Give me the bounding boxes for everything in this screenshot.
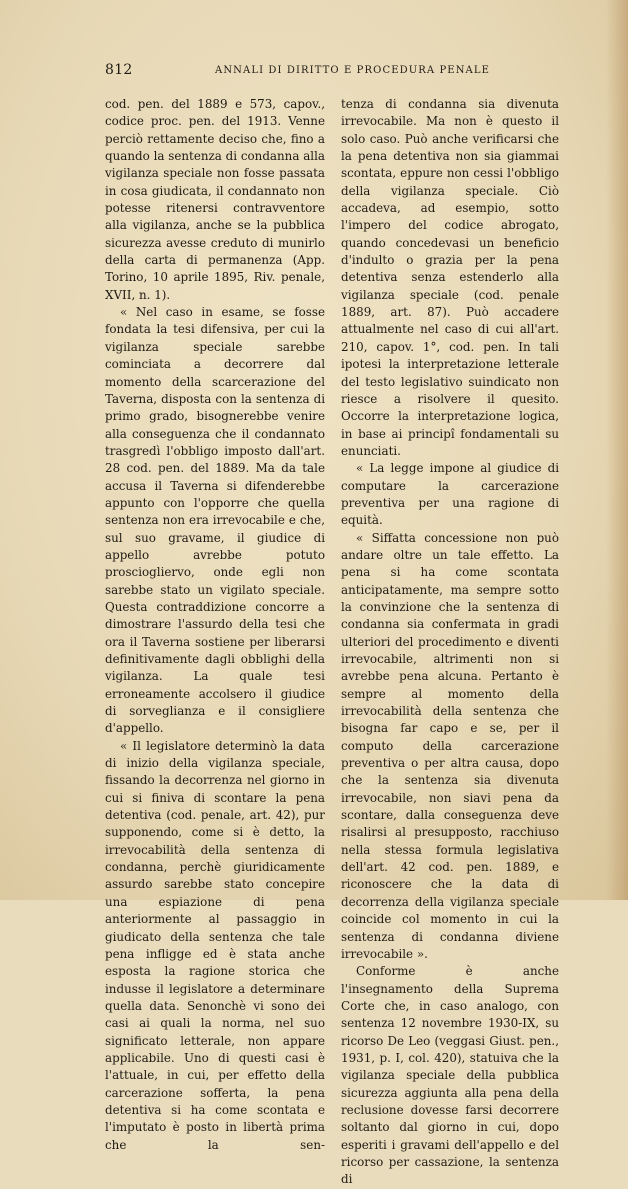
running-title: ANNALI DI DIRITTO E PROCEDURA PENALE bbox=[215, 65, 491, 76]
left-column bbox=[105, 96, 325, 1154]
paragraph: tenza di condanna sia divenuta irrevocabile. Ma non è questo il solo caso. Può anche verificarsi che la pena detentiva non sia giammai scontata, eppure non cessi l'obbligo della vigilanza speciale. Ciò accadeva, ad esempio, sotto l'impero del codice abrogato, quando concedevasi un beneficio d'indulto o grazia per la pena detentiva senza estenderlo alla vigilanza speciale (cod. penale 1889, art. 87). Può accadere attualmente nel caso di cui all'art. 210, capov. 1°, cod. pen. In tali ipotesi la interpretazione letterale del testo legislativo suindicato non riesce a risolvere il quesito. Occorre la interpretazione logica, in base ai principî fondamentali su enunciati. bbox=[341, 97, 559, 458]
paragraph: Conforme è anche l'insegnamento della Suprema Corte che, in caso analogo, con sentenza 12 novembre 1930-IX, su ricorso De Leo (veggasi Giust. pen., 1931, p. I, col. 420), statuiva che la vigilanza speciale della pubblica sicurezza aggiunta alla pena della reclusione dovesse farsi decorrere soltanto dal giorno in cui, dopo esperiti i gravami dell'appello e del ricorso per cassazione, la sentenza di bbox=[341, 964, 559, 1187]
paragraph: « Il legislatore determinò la data di inizio della vigilanza speciale, fissando la decorrenza nel giorno in cui si finiva di scontare la pena detentiva (cod. penale, art. 42), pur supponendo, come si è detto, la irrevocabilità della sentenza di condanna, perchè giuridicamente assurdo sarebbe stato concepire una espiazione di pena anteriormente al passaggio in giudicato della sentenza che tale pena infligge ed è stata anche esposta la ragione storica che indusse il legislatore a determinare quella data. Senonchè vi sono dei casi ai quali la norma, nel suo significato letterale, non appare applicabile. Uno di questi casi è l'attuale, in cui, per effetto della carcerazione sofferta, la pena detentiva si ha come scontata e l'imputato è posto in libertà prima che la sen- bbox=[105, 738, 325, 1152]
paragraph: « La legge impone al giudice di computare la carcerazione preventiva per una ragione di equità. bbox=[341, 461, 559, 528]
paragraph: cod. pen. del 1889 e 573, capov., codice proc. pen. del 1913. Venne perciò rettamente deciso che, fino a quando la sentenza di condanna alla vigilanza speciale non fosse passata in cosa giudicata, il condannato non potesse ritenersi contravventore alla vigilanza, anche se la pubblica sicurezza avesse creduto di munirlo della carta di permanenza (App. Torino, 10 aprile 1895, Riv. penale, XVII, n. 1). bbox=[105, 97, 325, 302]
page-header bbox=[105, 62, 560, 82]
paragraph: « Siffatta concessione non può andare oltre un tale effetto. La pena si ha come scontata anticipatamente, ma sempre sotto la convinzione che la sentenza di condanna sia confermata in gradi ulteriori del procedimento e diventi irrevocabile, altrimenti non si avrebbe pena alcuna. Pertanto è sempre al momento della irrevocabilità della sentenza che bisogna far capo e se, per il computo della carcerazione preventiva o per altra causa, dopo che la sentenza sia divenuta irrevocabile, non siavi pena da scontare, dalla conseguenza deve risalirsi al presupposto, racchiuso nella stessa formula legislativa dell'art. 42 cod. pen. 1889, e riconoscere che la data di decorrenza della vigilanza speciale coincide col momento in cui la sentenza di condanna diviene irrevocabile ». bbox=[341, 530, 559, 961]
paragraph: « Nel caso in esame, se fosse fondata la tesi difensiva, per cui la vigilanza speciale sarebbe cominciata a decorrere dal momento della scarcerazione del Taverna, disposta con la sentenza di primo grado, bisognerebbe venire alla conseguenza che il condannato trasgredì l'obbligo imposto dall'art. 28 cod. pen. del 1889. Ma da tale accusa il Taverna si difenderebbe appunto con l'opporre che quella sentenza non era irrevocabile e che, sul suo gravame, il giudice di appello avrebbe potuto prosciogliervo, onde egli non sarebbe stato un vigilato speciale. Questa contraddizione concorre a dimostrare l'assurdo della tesi che ora il Taverna sostiene per liberarsi definitivamente dagli obblighi della vigilanza. La quale tesi erroneamente accolsero il giudice di sorveglianza e il consigliere d'appello. bbox=[105, 305, 325, 736]
right-column bbox=[341, 96, 559, 1189]
page-edge-shadow bbox=[606, 0, 628, 900]
page-number: 812 bbox=[105, 62, 133, 78]
